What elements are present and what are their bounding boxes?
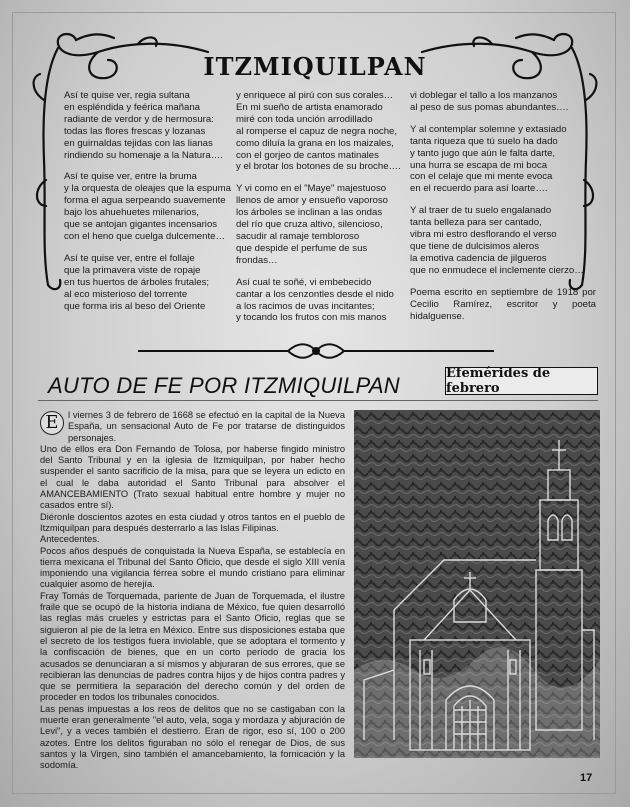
article-title: AUTO DE FE POR ITZMIQUILPAN [48, 373, 400, 398]
page-number: 17 [580, 772, 593, 784]
page-title: ITZMIQUILPAN [203, 52, 427, 81]
poem-column-2 [236, 90, 408, 334]
dropcap: E [40, 411, 64, 435]
church-illustration [354, 410, 600, 758]
poem-column-1 [64, 90, 234, 322]
divider-ornament [138, 340, 494, 362]
article-paragraph: Las penas impuestas a los reos de delitos que no se castigaban con la muerte eran generalmente "el auto, vela, soga y mordaza y abjuración de Levi", y a veces también el destierro. Eran de rigor, eso sí, 100 o 200 azotes. Entre los delitos figuraban no sólo el renegar de Dios, de sus santos y la Virgen, sino también el amancebamiento, la fornicación y la sodomía. [40, 703, 345, 771]
poem-stanza: Así te quise ver, entre la bruma y la orquesta de oleajes que la espuma forma el agua serpeando suavemente bajo los ahuehuetes milenarios, que se antojan gigantes incensarios con el heno que cuelga dulcemente… [64, 171, 231, 242]
article-paragraph: Uno de ellos era Don Fernando de Tolosa, por haberse fingido ministro del Santo Tribunal y en la iglesia de Itzmiquilpan, por haber hecho suspender el santo sacrificio de la misa, para que se leyera un edicto en el cual le daba autoridad el Santo Tribunal para absolver el AMANCEBAMIENTO (Trato sexual habitual entre hombre y mujer no casados entre sí). [40, 443, 345, 511]
article-paragraph: E l viernes 3 de febrero de 1668 se efectuó en la capital de la Nueva España, un sensacional Auto de Fe por tratarse de distinguidos personajes. [40, 410, 345, 444]
poem-stanza: Así te quise ver, regia sultana en espléndida y feérica mañana radiante de verdor y de hermosura: todas las flores frescas y lozanas en guirnaldas tejidas con las lianas rindiendo su homenaje a la Natura…. [64, 90, 223, 161]
poem-author-note: Poema escrito en septiembre de 1918 por Cecilio Ramírez, escritor y poeta hidalguense. [410, 286, 596, 322]
article-subheading: Antecedentes. [40, 534, 100, 545]
poem-stanza: Así te quise ver, entre el follaje que la primavera viste de ropaje en tus huertos de árboles frutales; al eco misterioso del torrente que forma iris al beso del Oriente [64, 252, 210, 312]
poem-column-3 [410, 90, 596, 332]
section-label-box: Efemérides de febrero [445, 367, 598, 395]
article-body [40, 410, 345, 772]
article-paragraph: Fray Tomás de Torquemada, pariente de Juan de Torquemada, el ilustre fraile que se ocupó de la historia indiana de México, fue quien desarrolló las reglas más crueles y estrictas para el Santo Oficio, reglas que se siguieron al pie de la letra en México. Entre sus disposiciones estaba que el secreto de los testigos fuera inviolable, que se adoptara el tormento y la confiscación de bienes, que en un corto período de gracia los acusados se denunciaran a sí mismos y abjuraran de sus errores, que se recibieran las denuncias de padres contra hijos y de hijos contra padres y que se permitiera la separación del derecho común y del orden de proceder en todos los tribunales conocidos. [40, 590, 345, 703]
poem-stanza: Así cual te soñé, vi embebecido cantar a los cenzontles desde el nido a los racimos de uvas incitantes; y tocando los frutos con mis manos [236, 276, 394, 324]
poem-stanza: y enriquece al pirú con sus corales… En mi sueño de artista enamorado miré con toda unción arrodillado al romperse el capuz de negra noche, como diluía la grana en los maizales, con el gorjeo de cantos matinales y el brotar los botones de su broche…. [236, 90, 401, 173]
article-paragraph: Pocos años después de conquistada la Nueva España, se establecía en tierra mexicana el Tribunal del Santo Oficio, que desde el siglo XIII venía imponiendo una vigilancia férrea sobre el mundo cristiano para eliminar cualquier asomo de herejía. [40, 545, 345, 590]
poem-stanza: Y al traer de tu suelo engalanado tanta belleza para ser cantado, vibra mi estro desflorando el verso que tiene de dulcisimos aleros la emotiva cadencia de jilgueros que no enmudece el inclemente cierzo… [410, 205, 584, 276]
poem-stanza: vi doblegar el tallo a los manzanos al peso de sus pomas abundantes…. [410, 90, 569, 113]
poem-stanza: Y al contemplar solemne y extasiado tanta riqueza que tú suelo ha dado y tanto jugo que aún le falta darte, una hurra se escapa de mi boca con el celaje que mi mente evoca en el recuerdo para así loarte…. [410, 123, 567, 195]
poem-stanza: Y vi como en el "Maye" majestuoso llenos de amor y ensueño vaporoso los árboles se inclinan a las ondas del río que cruza altivo, silencioso, sacudir al ramaje tembloroso que despide el perfume de sus frondas… [236, 183, 388, 266]
article-paragraph: Diéronle doscientos azotes en esta ciudad y otros tantos en el pueblo de Itzmiquilpan para después desterrarlo a las Islas Filipinas. [40, 511, 345, 533]
section-rule [38, 400, 598, 401]
